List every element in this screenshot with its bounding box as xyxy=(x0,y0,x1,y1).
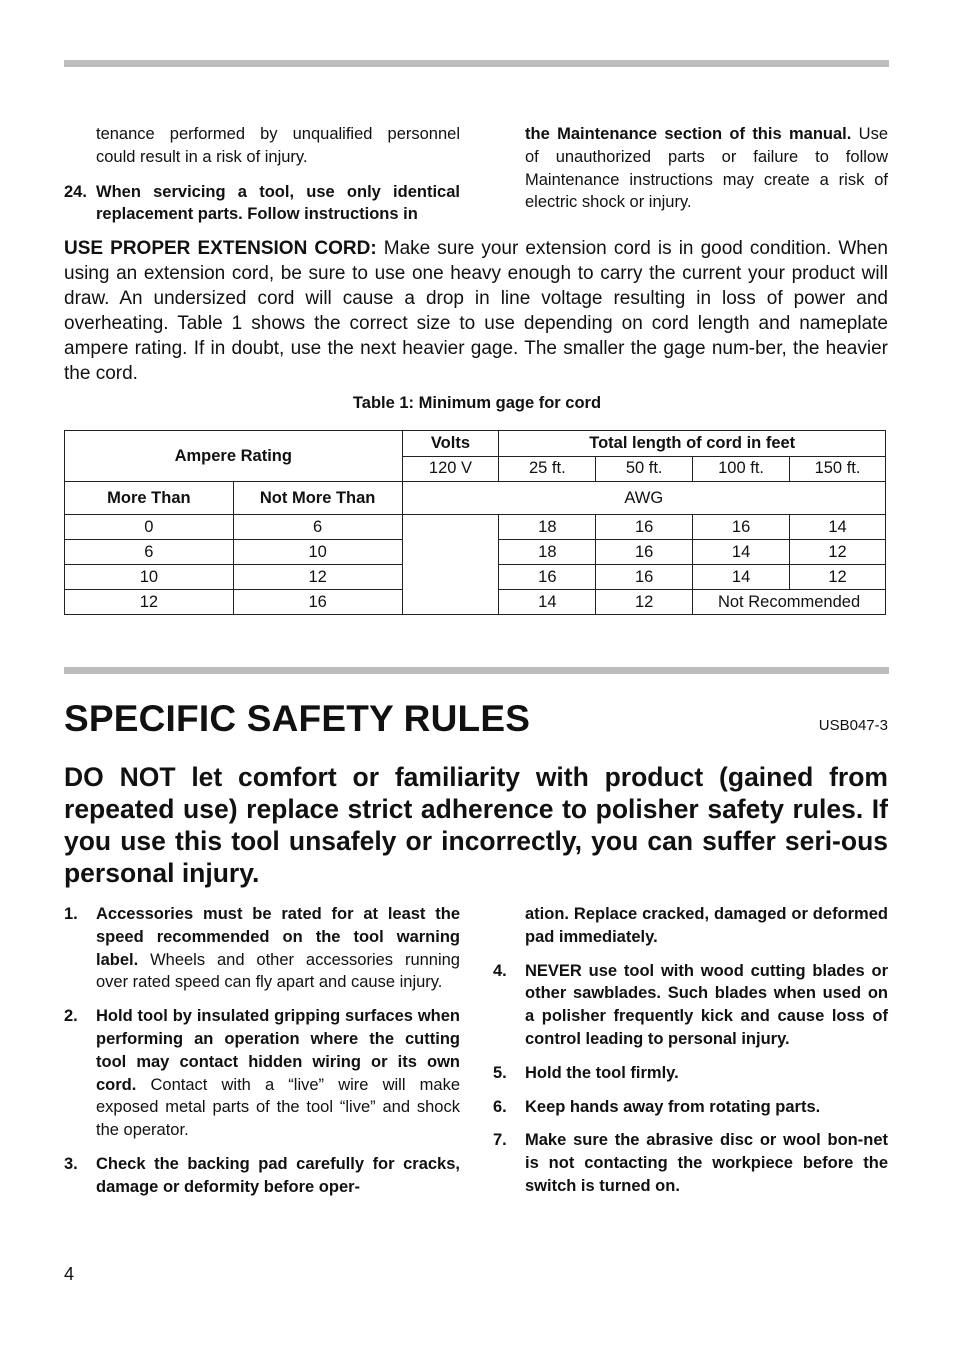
page-number: 4 xyxy=(64,1264,75,1284)
item-24-continued-bold: the Maintenance section of this manual. xyxy=(525,125,852,143)
cell-100ft: 14 xyxy=(693,565,790,590)
top-right-column xyxy=(525,123,888,214)
cell-not-recommended: Not Recommended xyxy=(693,590,886,615)
cell-100ft: 16 xyxy=(693,515,790,540)
cell-150ft: 12 xyxy=(790,540,886,565)
rule-2-text: Contact with a “live” wire will make exposed metal parts of the tool “live” and shock the operator. xyxy=(96,1075,460,1140)
extension-cord-text: Make sure your extension cord is in good condition. When using an extension cord, be sure to use one heavy enough to carry the current your product will draw. An undersized cord will cause a drop in line voltage resulting in loss of power and overheating. Table 1 shows the correct size to use depending on cord length and nameplate ampere rating. If in doubt, use the next heavier gage. The smaller the gage num-ber, the heavier the cord. xyxy=(64,238,888,384)
rule-1-bold: Accessories must be rated for at least the speed recommended on the tool warning label. xyxy=(96,905,460,969)
warning-statement: DO NOT let comfort or familiarity with product (gained from repeated use) replace strict adherence to polisher safety rules. If you use this tool unsafely or incorrectly, you can suffer seri-ous personal injury. xyxy=(64,762,888,888)
cell-100ft: 14 xyxy=(693,540,790,565)
top-left-column xyxy=(64,123,460,237)
extension-cord-paragraph xyxy=(64,236,888,386)
item-number: 3. xyxy=(64,1154,78,1173)
rule-item-5 xyxy=(493,1062,888,1085)
rule-1-text: Wheels and other accessories running over rated speed can fly apart and cause injury. xyxy=(96,950,460,992)
rule-item-6 xyxy=(493,1096,888,1119)
item-number: 4. xyxy=(493,961,507,980)
item-number: 5. xyxy=(493,1063,507,1082)
cell-more: 10 xyxy=(65,565,234,590)
item-number: 1. xyxy=(64,905,78,923)
rule-item-1 xyxy=(64,903,460,994)
cell-25ft: 14 xyxy=(499,590,596,615)
cell-not-more: 12 xyxy=(233,565,402,590)
cell-25ft: 18 xyxy=(499,540,596,565)
header-more-than: More Than xyxy=(65,482,234,515)
item-24-continued-text: Use of unauthorized parts or failure to follow Maintenance instructions may create a risk of electric shock or injury. xyxy=(525,125,888,212)
cell-25ft: 16 xyxy=(499,565,596,590)
cell-25ft: 18 xyxy=(499,515,596,540)
rules-left-column xyxy=(64,903,460,1210)
continued-text: tenance performed by unqualified personnel could result in a risk of injury. xyxy=(96,125,460,166)
section-divider xyxy=(64,667,889,674)
rule-3-continued xyxy=(493,903,888,949)
header-awg: AWG xyxy=(402,482,885,515)
cell-50ft: 12 xyxy=(596,590,693,615)
cell-not-more: 16 xyxy=(233,590,402,615)
cell-not-more: 10 xyxy=(233,540,402,565)
header-volts: Volts xyxy=(402,431,499,457)
table-caption: Table 1: Minimum gage for cord xyxy=(352,394,602,412)
cell-more: 12 xyxy=(65,590,234,615)
item-number: 7. xyxy=(493,1131,507,1150)
header-120v: 120 V xyxy=(402,456,499,482)
header-ampere-rating: Ampere Rating xyxy=(65,431,403,482)
section-code: USB047-3 xyxy=(818,717,888,734)
rule-2-bold: Hold tool by insulated gripping surfaces when performing an operation where the cutting tool may contact hidden wiring or its own cord. xyxy=(96,1007,460,1094)
rule-6-bold: Keep hands away from rotating parts. xyxy=(525,1097,821,1116)
table-row xyxy=(65,515,886,540)
rule-4-bold: NEVER use tool with wood cutting blades or other sawblades. Such blades when used on a polisher frequently kick and cause loss of control leading to personal injury. xyxy=(525,961,888,1048)
cell-150ft: 12 xyxy=(790,565,886,590)
cell-more: 6 xyxy=(65,540,234,565)
table-label-row xyxy=(65,482,886,515)
header-not-more-than: Not More Than xyxy=(233,482,402,515)
cell-volts-empty xyxy=(402,515,499,615)
item-number: 2. xyxy=(64,1007,78,1026)
rule-3-continued-bold: ation. Replace cracked, damaged or deformed pad immediately. xyxy=(525,905,888,946)
rule-item-7 xyxy=(493,1129,888,1197)
rule-item-2 xyxy=(64,1005,460,1142)
table-header-row xyxy=(65,431,886,457)
cell-more: 0 xyxy=(65,515,234,540)
header-50ft: 50 ft. xyxy=(596,456,693,482)
rules-right-column xyxy=(493,903,888,1209)
section-title: SPECIFIC SAFETY RULES xyxy=(64,698,531,739)
top-divider xyxy=(64,60,889,67)
rule-item-4 xyxy=(493,960,888,1051)
rule-5-bold: Hold the tool firmly. xyxy=(525,1063,679,1082)
cell-50ft: 16 xyxy=(596,565,693,590)
cell-50ft: 16 xyxy=(596,515,693,540)
extension-cord-heading: USE PROPER EXTENSION CORD: xyxy=(64,238,377,259)
rule-item-3 xyxy=(64,1153,460,1199)
header-25ft: 25 ft. xyxy=(499,456,596,482)
cell-150ft: 14 xyxy=(790,515,886,540)
continued-item xyxy=(64,123,460,169)
list-item-24 xyxy=(64,181,460,227)
item-number: 24. xyxy=(64,182,87,201)
header-100ft: 100 ft. xyxy=(693,456,790,482)
cell-not-more: 6 xyxy=(233,515,402,540)
gage-table xyxy=(64,430,886,615)
rule-7-bold: Make sure the abrasive disc or wool bon-net is not contacting the workpiece before the switch is turned on. xyxy=(525,1131,888,1195)
header-total-length: Total length of cord in feet xyxy=(499,431,886,457)
item-number: 6. xyxy=(493,1097,507,1116)
cell-50ft: 16 xyxy=(596,540,693,565)
header-150ft: 150 ft. xyxy=(790,456,886,482)
rule-3-bold: Check the backing pad carefully for cracks, damage or deformity before oper- xyxy=(96,1154,460,1196)
item-24-bold: When servicing a tool, use only identical replacement parts. Follow instructions in xyxy=(96,182,460,224)
